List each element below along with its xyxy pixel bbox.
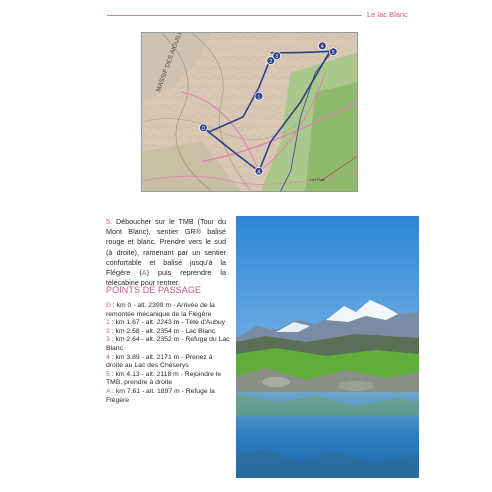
waypoint-marker: 4 bbox=[106, 353, 110, 361]
waypoint-item bbox=[106, 328, 230, 337]
svg-text:3: 3 bbox=[275, 53, 279, 60]
waypoint-text: : km 4.13 - alt. 2118 m - Rejoindre le TMB, prendre à droite bbox=[106, 370, 222, 387]
waypoint-item bbox=[106, 354, 230, 371]
waypoint-text: : km 0 - alt. 2399 m - Arrivée de la remontée mécanique de la Flégère bbox=[106, 302, 215, 318]
waypoint-marker: 3 bbox=[106, 336, 110, 344]
waypoint-marker: A bbox=[106, 387, 111, 395]
waypoints-title: POINTS DE PASSAGE bbox=[106, 285, 202, 295]
waypoint-item bbox=[106, 388, 230, 405]
map-marker-5 bbox=[329, 48, 337, 56]
step-marker: A bbox=[141, 268, 147, 278]
header-rule bbox=[107, 15, 362, 16]
running-header-title: Le lac Blanc bbox=[367, 10, 408, 19]
map-graphic bbox=[142, 33, 357, 191]
waypoint-marker: 5 bbox=[106, 370, 110, 378]
lac-blanc-photo bbox=[236, 216, 419, 478]
waypoint-item bbox=[106, 371, 230, 388]
map-marker-4 bbox=[318, 42, 326, 50]
waypoint-marker: D bbox=[106, 302, 111, 309]
map-marker-1 bbox=[255, 92, 263, 100]
waypoint-text: : km 7.61 - alt. 1897 m - Refuge la Flégère bbox=[106, 387, 215, 404]
svg-text:2: 2 bbox=[269, 58, 273, 65]
step-text-end: ) puis reprendre la télécabine pour rentrer. bbox=[106, 268, 226, 288]
waypoints-list bbox=[106, 302, 230, 405]
waypoint-item bbox=[106, 336, 230, 353]
step-number: 5. bbox=[106, 217, 112, 226]
map-marker-arrival bbox=[255, 167, 263, 175]
svg-text:D: D bbox=[201, 126, 206, 133]
waypoint-marker: 1 bbox=[106, 319, 110, 327]
step-text: Déboucher sur le TMB (Tour du Mont Blanc), sentier GR® balisé rouge et blanc. Prendre vers le sud (à droite), ramenant par un sentier confortable et balisé jusqu'à la Flégère ( bbox=[106, 217, 226, 278]
waypoint-marker: 2 bbox=[106, 327, 110, 335]
lake-landscape-image bbox=[236, 216, 419, 478]
waypoint-item bbox=[106, 302, 230, 319]
waypoint-text: : km 2.64 - alt. 2352 m - Refuge du Lac Blanc bbox=[106, 336, 230, 352]
waypoint-text: : km 1.67 - alt. 2243 m - Tête d'Aubuy bbox=[109, 319, 226, 327]
map-marker-start bbox=[199, 124, 207, 132]
topographic-map bbox=[141, 32, 358, 192]
svg-text:A: A bbox=[257, 169, 261, 176]
map-town-label: Les Praz bbox=[310, 178, 325, 183]
step-5-paragraph bbox=[106, 217, 226, 288]
svg-text:4: 4 bbox=[320, 44, 324, 51]
svg-text:5: 5 bbox=[331, 50, 335, 57]
map-marker-3 bbox=[273, 52, 281, 60]
waypoint-text: : km 2.58 - alt. 2354 m - Lac Blanc bbox=[109, 327, 216, 335]
svg-text:1: 1 bbox=[257, 94, 261, 101]
waypoint-item bbox=[106, 319, 230, 328]
waypoint-text: : km 3.89 - alt. 2171 m - Prenez à droite au Lac des Chéserys bbox=[106, 353, 213, 370]
